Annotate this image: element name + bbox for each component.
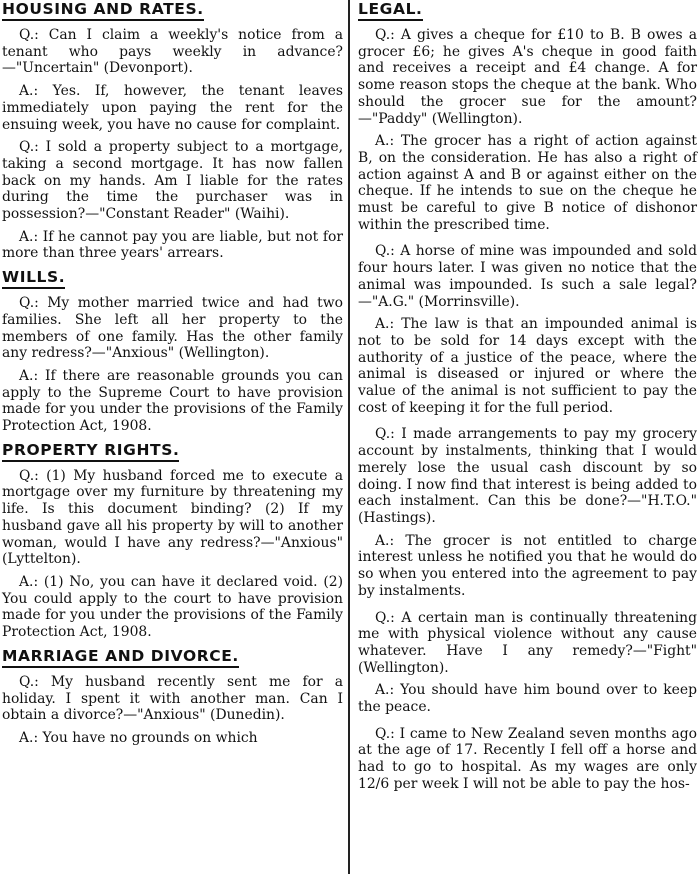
answer-paragraph: A.: If he cannot pay you are liable, but not for more than three years' arrears. [2,228,343,262]
answer-paragraph: A.: If there are reasonable grounds you can apply to the Supreme Court to have provision made for you under the provisions of the Family Protection Act, 1908. [2,367,343,435]
answer-paragraph: A.: The grocer has a right of action against B, on the consideration. He has also a right of action against A and B or against either on the cheque. If he intends to sue on the cheque he must be careful to give B notice of dishonor within the prescribed time. [358,133,697,233]
question-paragraph: Q.: A gives a cheque for £10 to B. B owes a grocer £6; he gives A's cheque in good faith and receives a receipt and £4 change. A for some reason stops the cheque at the bank. Who should the grocer sue for the amount?—"Paddy" (Wellington). [358,27,697,127]
question-paragraph: Q.: (1) My husband forced me to execute a mortgage over my furniture by threatening my life. Is this document binding? (2) If my husband gave all his property by will to another woman, would I have any redress?—"Anxious" (Lyttelton). [2,467,343,568]
answer-paragraph: A.: (1) No, you can have it declared void. (2) You could apply to the court to have provision made for you under the provisions of the Family Protection Act, 1908. [2,573,343,641]
question-paragraph: Q.: Can I claim a weekly's notice from a tenant who pays weekly in advance?—"Uncertain" (Devonport). [2,27,343,77]
answer-paragraph: A.: You have no grounds on which [19,729,258,746]
section-marriage-and-divorce [2,647,343,747]
section-heading: HOUSING AND RATES. [2,0,343,18]
section-wills [2,268,343,435]
question-paragraph: Q.: I came to New Zealand seven months ago at the age of 17. Recently I fell off a horse and had to go to hospital. As my wages are only 12/6 per week I will not be able to pay the hos- [358,725,697,792]
section-property-rights [2,441,343,641]
question-paragraph: Q.: My husband recently sent me for a holiday. I spent it with another man. Can I obtain a divorce?—"Anxious" (Dunedin). [2,673,343,724]
section-housing-and-rates [2,0,343,262]
legal-item-hospital [358,726,697,793]
answer-paragraph: A.: You should have him bound over to keep the peace. [358,682,697,716]
right-column [352,0,700,874]
answer-paragraph: A.: Yes. If, however, the tenant leaves immediately upon paying the rent for the ensuing week, you have no cause for complaint. [2,83,343,133]
legal-item-threats [358,610,697,716]
question-paragraph: Q.: I made arrangements to pay my grocery account by instalments, thinking that I would merely lose the usual cash discount by so doing. I now find that interest is being added to each instalment. Can this be done?—"H.T.O." (Hastings). [358,426,697,526]
section-heading: PROPERTY RIGHTS. [2,441,343,459]
column-divider [348,0,350,874]
question-paragraph: Q.: A horse of mine was impounded and sold four hours later. I was given no notice that the animal was impounded. Is such a sale legal?—"A.G." (Morrinsville). [358,243,697,310]
question-paragraph: Q.: My mother married twice and had two families. She left all her property to the members of one family. Has the other family any redress?—"Anxious" (Wellington). [2,295,343,362]
answer-paragraph: A.: The law is that an impounded animal is not to be sold for 14 days except with the authority of a justice of the peace, where the animal is diseased or injured or where the value of the animal is not sufficient to pay the cost of keeping it for the full period. [358,316,697,416]
question-paragraph: Q.: I sold a property subject to a mortgage, taking a second mortgage. It has now fallen back on my hands. Am I liable for the rates during the time the purchaser was in possession?—"Constant Reader" (Waihi). [2,139,343,223]
left-column [0,0,347,874]
section-heading: MARRIAGE AND DIVORCE. [2,647,343,665]
legal-item-impounded-horse [358,243,697,416]
question-paragraph: Q.: A certain man is continually threatening me with physical violence without any cause whatever. Have I any remedy?—"Fight" (Wellington). [358,609,697,676]
section-heading: LEGAL. [358,0,697,18]
answer-paragraph: A.: The grocer is not entitled to charge interest unless he notified you that he would do so when you entered into the agreement to pay by instalments. [358,532,697,599]
legal-item-cheque [358,27,697,233]
legal-item-instalments [358,426,697,599]
section-heading: WILLS. [2,268,343,286]
